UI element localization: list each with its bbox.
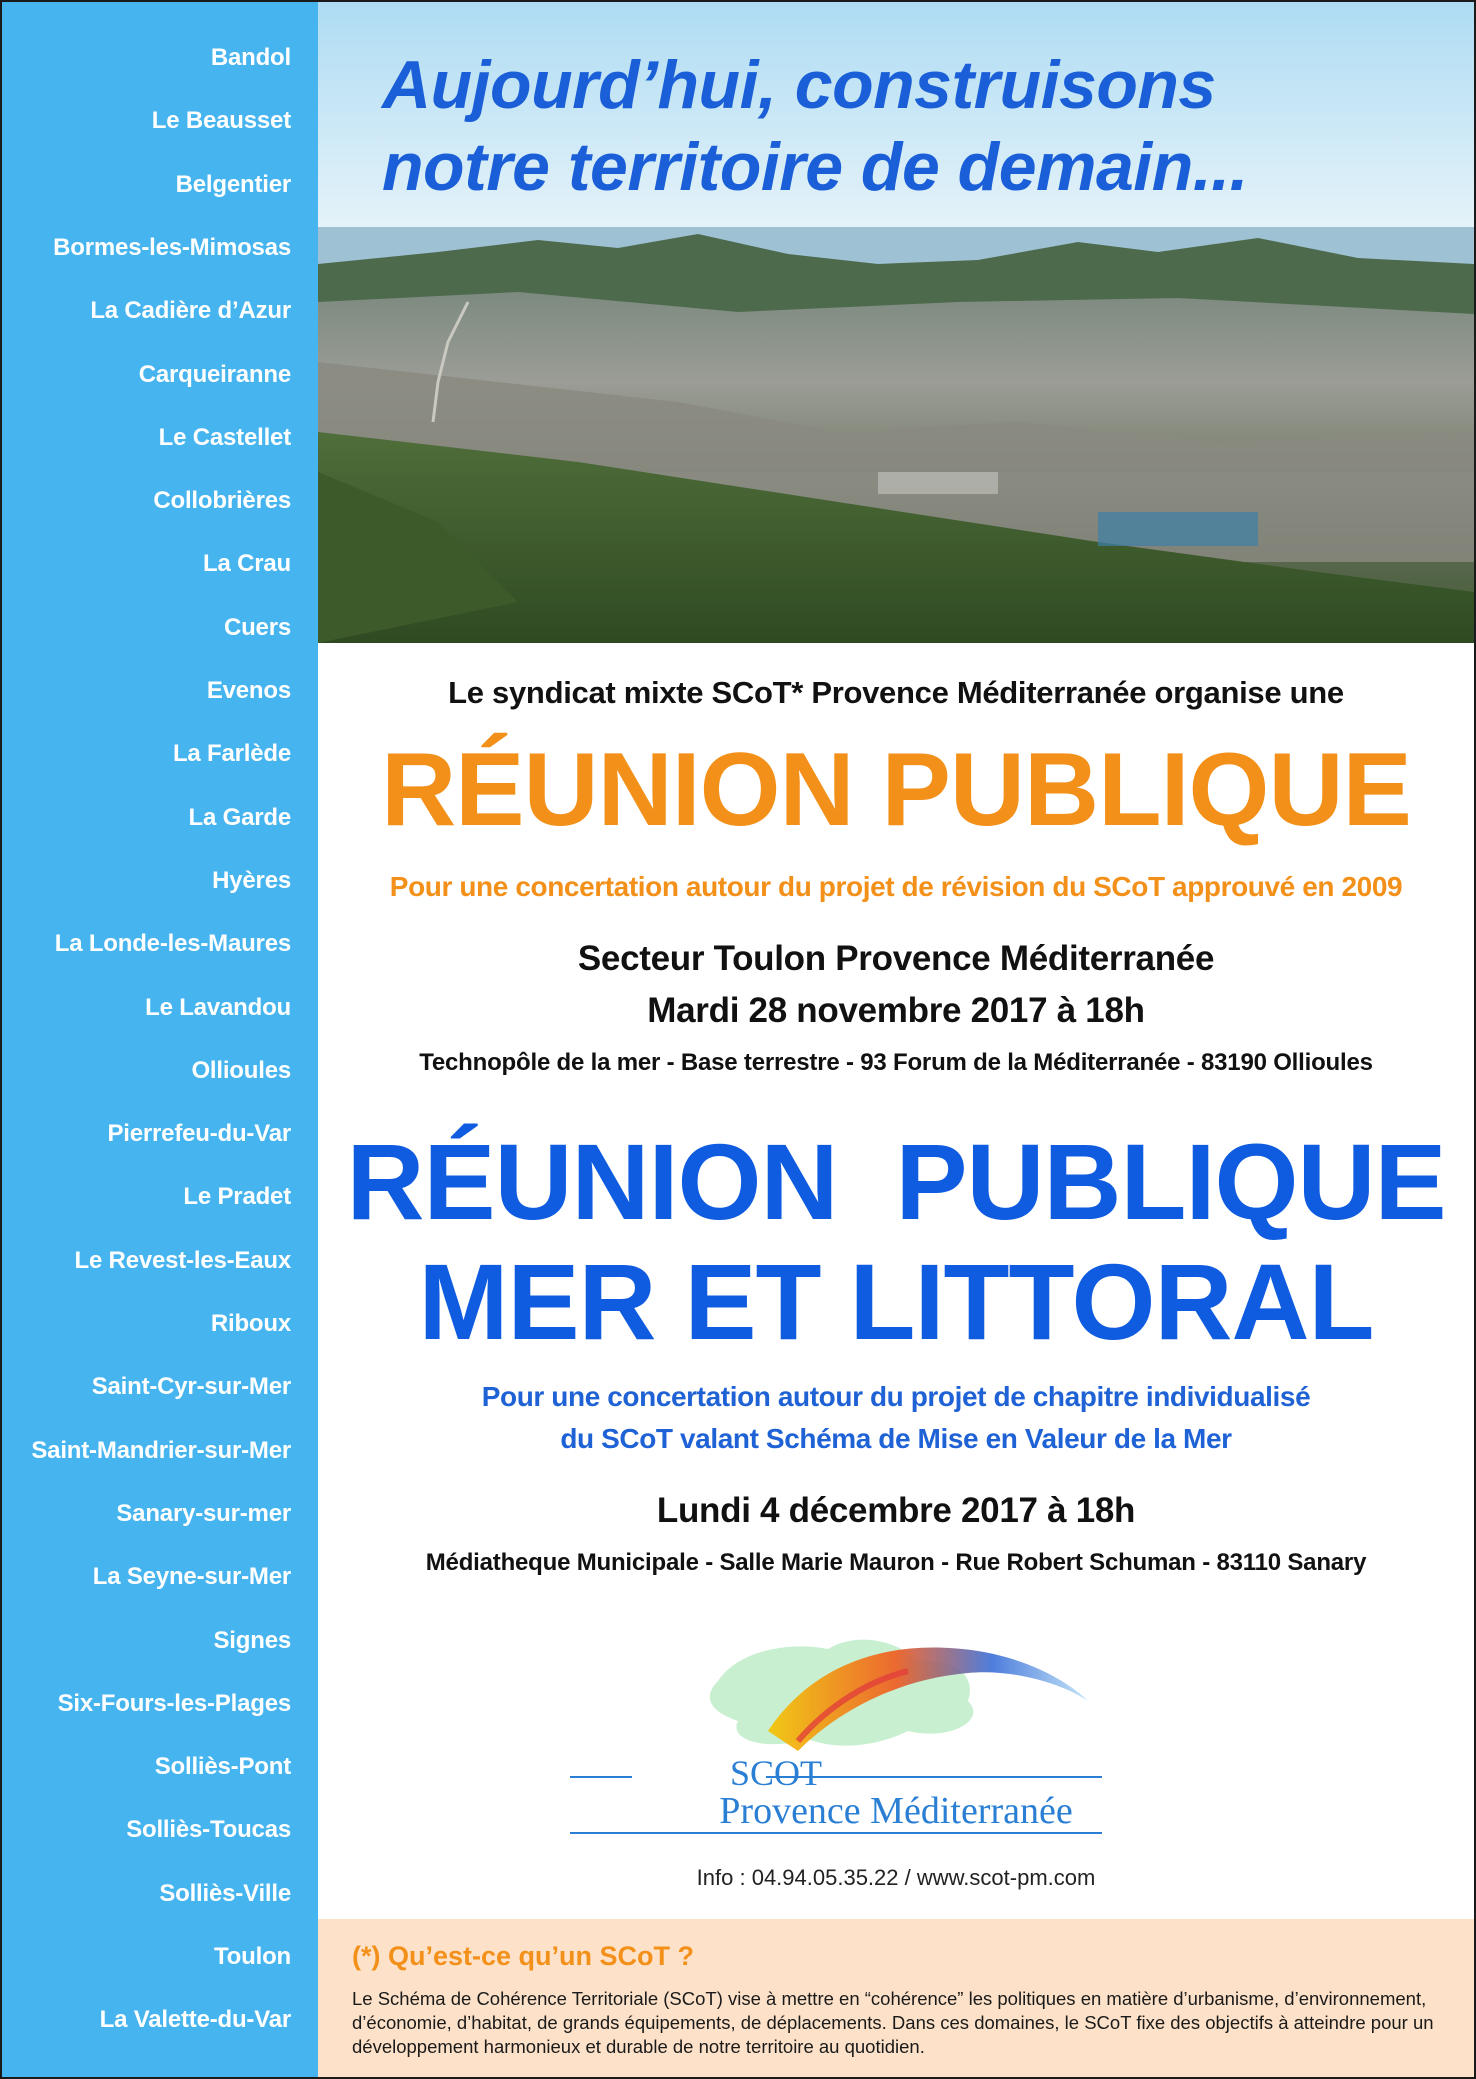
logo-text-scot: SCOT	[729, 1753, 823, 1793]
commune-item: Riboux	[210, 1310, 291, 1337]
meeting2-subtitle-line1: Pour une concertation autour du projet de chapitre individualisé	[481, 1381, 1311, 1412]
hero-title-line2: notre territoire de demain...	[382, 129, 1248, 205]
commune-item: Le Pradet	[183, 1183, 291, 1211]
commune-item: Le Beausset	[151, 107, 291, 135]
commune-item: Saint-Cyr-sur-Mer	[91, 1373, 291, 1401]
meeting1-sector: Secteur Toulon Provence Méditerranée	[577, 939, 1215, 978]
commune-item: Collobrières	[153, 487, 291, 515]
hero-title-line1: Aujourd’hui, construisons	[382, 47, 1216, 123]
commune-item: La Farlède	[172, 740, 291, 768]
commune-item: La Londe-les-Maures	[54, 930, 291, 958]
commune-item: Ollioules	[191, 1056, 291, 1084]
meeting2-venue: Médiatheque Municipale - Salle Marie Mauron - Rue Robert Schuman - 83110 Sanary	[425, 1549, 1367, 1576]
commune-item: Solliès-Ville	[159, 1879, 291, 1907]
map-swoosh-icon	[648, 1611, 1118, 1761]
commune-item: La Garde	[188, 803, 291, 831]
logo-text-provence: Provence Méditerranée	[719, 1790, 1073, 1832]
commune-item: Toulon	[214, 1943, 291, 1970]
commune-item: Sanary-sur-mer	[116, 1499, 291, 1527]
contact-info: Info : 04.94.05.35.22 / www.scot-pm.com	[696, 1865, 1096, 1890]
scot-definition-box	[318, 1919, 1474, 2077]
commune-item: La Crau	[203, 550, 291, 578]
commune-item: Solliès-Toucas	[126, 1816, 291, 1844]
commune-item: Hyères	[212, 866, 291, 894]
commune-item: Le Castellet	[158, 423, 291, 451]
commune-item: La Valette-du-Var	[99, 2006, 291, 2034]
meeting2-subtitle-line2: du SCoT valant Schéma de Mise en Valeur de la Mer	[560, 1423, 1232, 1454]
meeting1-venue: Technopôle de la mer - Base terrestre - 93 Forum de la Méditerranée - 83190 Ollioules	[419, 1049, 1373, 1076]
footer-title: (*) Qu’est-ce qu’un SCoT ?	[352, 1941, 694, 1971]
logo-rule-bottom	[570, 1832, 1102, 1834]
meeting1-date: Mardi 28 novembre 2017 à 18h	[647, 991, 1145, 1030]
meeting1-title: RÉUNION PUBLIQUE	[381, 732, 1411, 848]
commune-item: Le Revest-les-Eaux	[74, 1246, 291, 1274]
commune-item: Cuers	[223, 613, 291, 641]
commune-item: Le Lavandou	[145, 993, 291, 1021]
commune-item: Bandol	[210, 44, 291, 71]
commune-item: Evenos	[206, 677, 291, 704]
meeting1-subtitle: Pour une concertation autour du projet de révision du SCoT approuvé en 2009	[389, 871, 1403, 902]
meeting2-title-line1: RÉUNION PUBLIQUE	[346, 1121, 1446, 1242]
organizer-line: Le syndicat mixte SCoT* Provence Méditerranée organise une	[448, 675, 1344, 710]
commune-item: Six-Fours-les-Plages	[57, 1689, 291, 1717]
commune-item: La Cadière d’Azur	[90, 297, 291, 325]
hero-banner	[318, 2, 1474, 643]
commune-item: Carqueiranne	[138, 360, 291, 388]
meeting2-title-line2: MER ET LITTORAL	[418, 1241, 1374, 1362]
commune-item: Signes	[213, 1626, 291, 1654]
commune-item: Bormes-les-Mimosas	[53, 233, 291, 261]
commune-item: Solliès-Pont	[154, 1753, 291, 1781]
commune-item: La Seyne-sur-Mer	[92, 1563, 291, 1591]
meeting2-date: Lundi 4 décembre 2017 à 18h	[656, 1491, 1136, 1530]
commune-item: Pierrefeu-du-Var	[107, 1120, 291, 1148]
footer-text: Le Schéma de Cohérence Territoriale (SCoT) vise à mettre en “cohérence” les politiques en matière d’urbanisme, d’environnement, d’économie, d’habitat, de grands équipements, de déplacements. Dans ces domaines, le SCoT fixe des objectifs à atteindre pour un développement harmonieux et durable de notre territoire au quotidien.	[352, 1988, 1434, 2057]
hero-title	[382, 44, 1248, 208]
commune-item: Saint-Mandrier-sur-Mer	[31, 1436, 291, 1464]
commune-item: Belgentier	[175, 170, 291, 198]
